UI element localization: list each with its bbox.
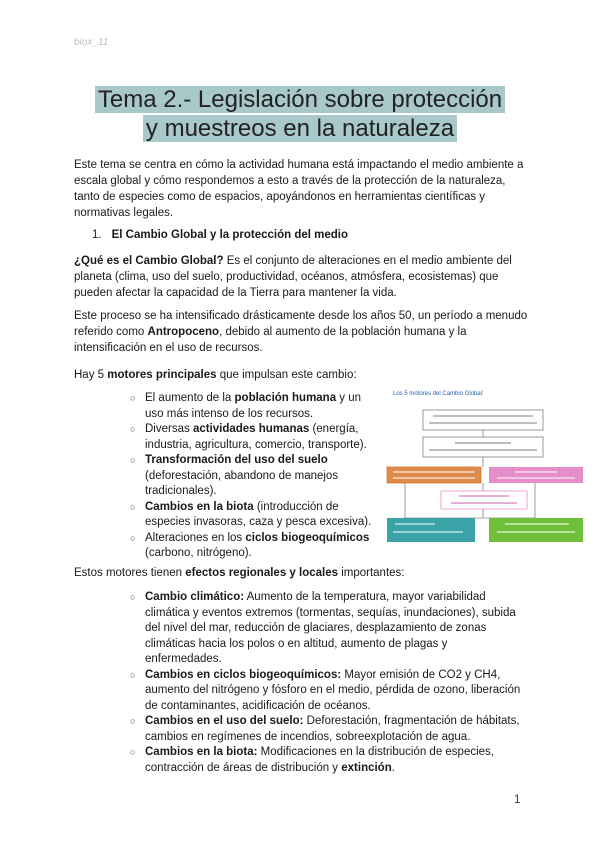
title-line-2: y muestreos en la naturaleza: [143, 115, 457, 142]
effect-title: Cambios en la biota:: [145, 746, 258, 758]
item-after: (introducción de especies invasoras, caza y pesca excesiva).: [145, 500, 372, 528]
list-item: [130, 668, 522, 715]
drivers-intro-after: que impulsan este cambio:: [216, 369, 357, 381]
effects-intro-bold: efectos regionales y locales: [185, 567, 339, 579]
drivers-list: [130, 391, 380, 562]
document-tag: biox_11: [74, 37, 109, 48]
list-item: [130, 745, 522, 776]
paragraph-effects-intro: [74, 565, 529, 581]
list-item: [130, 714, 522, 745]
section-title: El Cambio Global y la protección del medio: [111, 229, 349, 241]
drivers-intro-before: Hay 5: [74, 369, 108, 381]
diagram-box-climate: [387, 518, 475, 542]
list-item: [130, 531, 380, 562]
effects-intro-before: Estos motores tienen: [74, 567, 186, 579]
item-bold: ciclos biogeoquímicos: [245, 531, 370, 544]
list-item: [130, 453, 380, 500]
effect-title: Cambios en el uso del suelo:: [145, 715, 304, 727]
list-item: [130, 590, 522, 668]
title-line-1: Tema 2.- Legislación sobre protección: [95, 86, 505, 113]
item-bold: actividades humanas: [192, 423, 310, 435]
effect-extinction: extinción: [341, 761, 392, 774]
effect-text: Mayor emisión de CO2 y CH4, aumento del nitrógeno y fósforo en el medio, pérdida de ozono, liberación de contaminantes, acidificación de océanos.: [145, 668, 521, 712]
list-item: [130, 500, 380, 531]
item-before: Alteraciones en los: [145, 531, 246, 544]
definition-text: Es el conjunto de alteraciones en el medio ambiente del planeta (clima, uso del suelo, productividad, océanos, atmósfera, ecosistemas) que pueden afectar la capacidad de la Tierra para mantener la vida.: [74, 255, 512, 299]
item-before: El aumento de la: [145, 392, 235, 404]
drivers-diagram: [385, 385, 585, 550]
item-bold: Cambios en la biota: [145, 500, 254, 513]
page-number: 1: [514, 794, 521, 806]
item-after: (carbono, nitrógeno).: [145, 547, 252, 559]
item-before: Diversas: [145, 423, 193, 435]
section-heading: [92, 227, 348, 243]
effects-intro-after: importantes:: [338, 567, 405, 579]
diagram-box-biodiversity: [489, 518, 583, 542]
diagram-title: Los 5 motores del Cambio Global:: [393, 391, 484, 397]
list-item: [130, 422, 380, 453]
anthropocene-term: Antropoceno: [147, 326, 220, 338]
diagram-box-cycles: [441, 491, 527, 509]
paragraph-drivers-intro: [74, 367, 529, 383]
item-after: (energía, industria, agricultura, comercio, transporte).: [145, 423, 367, 451]
effect-title: Cambios en ciclos biogeoquímicos:: [145, 668, 342, 681]
anthropocene-before: Este proceso se ha intensificado drásticamente desde los años 50, un período a menudo referido como: [74, 310, 528, 338]
paragraph-definition: [74, 253, 529, 301]
diagram-box-biota: [489, 467, 583, 483]
intro-paragraph: Este tema se centra en cómo la actividad humana está impactando el medio ambiente a escala global y cómo respondemos a esto a través de la protección de la naturaleza, tanto de especies como de espacios, apoyándonos en herramientas científicas y normativas legales.: [74, 159, 524, 219]
paragraph-anthropocene: [74, 308, 529, 356]
anthropocene-after: , debido al aumento de la población humana y la intensificación en el uso de recursos.: [74, 326, 467, 354]
section-number: 1.: [92, 229, 102, 241]
diagram-box-population: [423, 410, 543, 430]
effects-list: [130, 590, 522, 776]
item-after: (deforestación, abandono de manejos tradicionales).: [145, 469, 339, 497]
item-bold: población humana: [234, 392, 337, 404]
effect-text: Aumento de la temperatura, mayor variabilidad climática y eventos extremos (tormentas, sequías, inundaciones), subida del nivel del mar, reducción de glaciares, desplazamiento de zonas climáticas hacia los polos o en altitud, aumento de plagas y enfermedades.: [145, 591, 516, 665]
drivers-intro-bold: motores principales: [107, 369, 217, 381]
item-bold: Transformación del uso del suelo: [145, 454, 328, 466]
effect-after: .: [391, 761, 395, 774]
list-item: [130, 391, 380, 422]
page-title: [74, 85, 526, 143]
effect-title: Cambio climático:: [145, 591, 245, 603]
item-after: y un uso más intenso de los recursos.: [145, 392, 362, 420]
diagram-box-activities: [423, 437, 543, 457]
effect-text: Modificaciones en la distribución de especies, contracción de áreas de distribución y: [145, 746, 494, 774]
definition-question: ¿Qué es el Cambio Global?: [74, 255, 224, 267]
effect-text: Deforestación, fragmentación de hábitats, cambios en regímenes de incendios, sobreexplotación de agua.: [145, 715, 520, 743]
